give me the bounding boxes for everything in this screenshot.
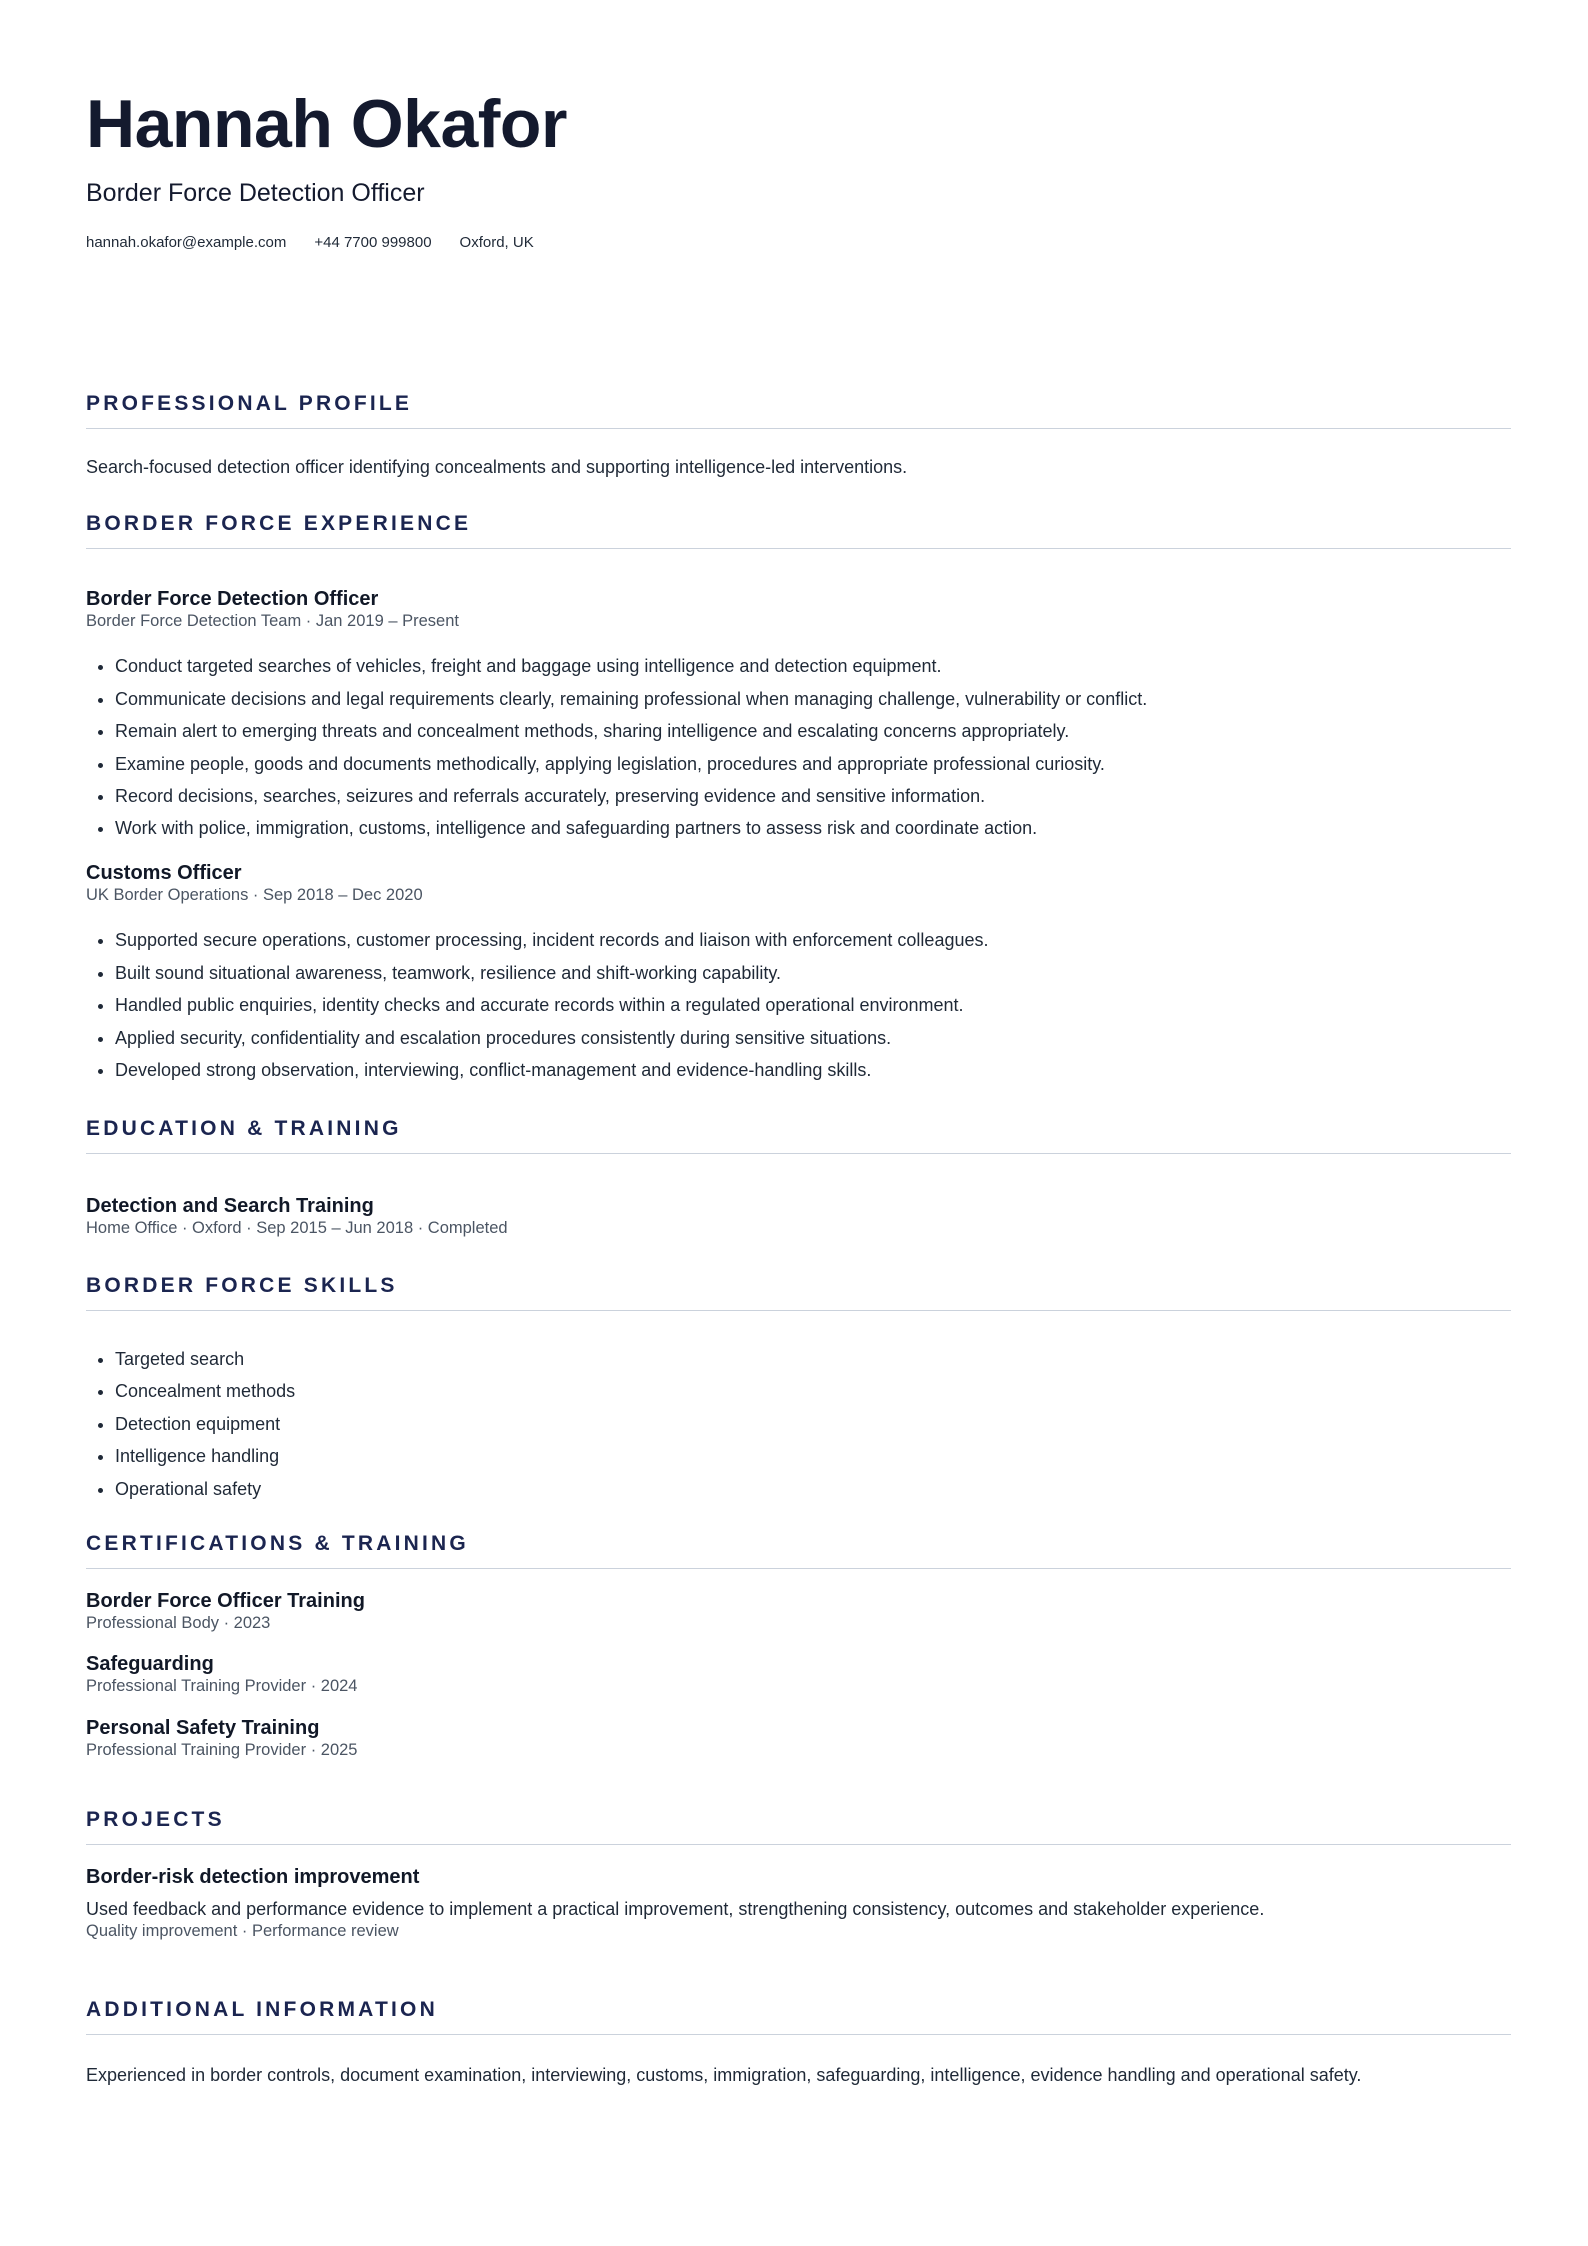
- profile-summary: Search-focused detection officer identifying concealments and supporting intelligence-led interventions.: [86, 457, 908, 477]
- project-name: Border-risk detection improvement: [86, 1866, 420, 1888]
- certification-name: Personal Safety Training: [86, 1716, 320, 1739]
- section-title: PROFESSIONAL PROFILE: [86, 392, 1511, 429]
- job-meta: UK Border Operations · Sep 2018 – Dec 2020: [86, 885, 423, 904]
- job-role: Border Force Detection Officer: [86, 588, 379, 610]
- job-entry: [86, 861, 1511, 1086]
- certification-entry: [86, 1716, 1511, 1761]
- list-item: • Supported secure operations, customer processing, incident records and liaison with enforcement colleagues.: [115, 924, 1511, 956]
- certification-meta: Professional Training Provider · 2024: [86, 1677, 358, 1696]
- section-title: BORDER FORCE EXPERIENCE: [86, 512, 1511, 549]
- section-title: EDUCATION & TRAINING: [86, 1117, 1511, 1154]
- additional-text: Experienced in border controls, document examination, interviewing, customs, immigration, safeguarding, intelligence, evidence handling and operational safety.: [86, 2065, 1362, 2085]
- section-title: BORDER FORCE SKILLS: [86, 1274, 1511, 1311]
- list-item: • Examine people, goods and documents methodically, applying legislation, procedures and appropriate professional curiosity.: [115, 748, 1511, 780]
- education-meta: Home Office · Oxford · Sep 2015 – Jun 2018 · Completed: [86, 1219, 508, 1237]
- job-bullets: [86, 650, 1511, 844]
- candidate-headline: Border Force Detection Officer: [86, 179, 425, 208]
- job-role: Customs Officer: [86, 861, 242, 884]
- certification-name: Border Force Officer Training: [86, 1590, 365, 1612]
- list-item: • Record decisions, searches, seizures and referrals accurately, preserving evidence and sensitive information.: [115, 780, 1511, 812]
- list-item: • Concealment methods: [115, 1375, 1511, 1407]
- section-skills: [86, 1274, 1511, 1505]
- certification-name: Safeguarding: [86, 1653, 214, 1676]
- certification-entry: [86, 1589, 1511, 1634]
- education-entry: [86, 1194, 1511, 1239]
- contact-email[interactable]: hannah.okafor@example.com: [86, 234, 287, 252]
- contact-phone[interactable]: +44 7700 999800: [314, 234, 432, 252]
- section-certifications: [86, 1532, 1511, 1761]
- contact-row: [86, 234, 1511, 251]
- skills-list: [86, 1343, 1511, 1505]
- project-tags: Quality improvement · Performance review: [86, 1922, 399, 1941]
- section-title: PROJECTS: [86, 1808, 1511, 1845]
- list-item: • Conduct targeted searches of vehicles, freight and baggage using intelligence and detection equipment.: [115, 650, 1511, 682]
- list-item: • Built sound situational awareness, teamwork, resilience and shift-working capability.: [115, 957, 1511, 989]
- list-item: • Work with police, immigration, customs, intelligence and safeguarding partners to assess risk and coordinate action.: [115, 812, 1511, 844]
- education-name: Detection and Search Training: [86, 1195, 374, 1217]
- certification-entry: [86, 1652, 1511, 1697]
- certification-meta: Professional Training Provider · 2025: [86, 1740, 358, 1759]
- job-meta: Border Force Detection Team · Jan 2019 – Present: [86, 612, 459, 630]
- contact-location: Oxford, UK: [459, 234, 534, 252]
- candidate-name: Hannah Okafor: [86, 86, 567, 162]
- list-item: • Targeted search: [115, 1343, 1511, 1375]
- list-item: • Developed strong observation, interviewing, conflict-management and evidence-handling skills.: [115, 1054, 1511, 1086]
- job-bullets: [86, 924, 1511, 1086]
- project-description: Used feedback and performance evidence to implement a practical improvement, strengthening consistency, outcomes and stakeholder experience.: [86, 1899, 1265, 1919]
- section-education: [86, 1117, 1511, 1239]
- section-title: CERTIFICATIONS & TRAINING: [86, 1532, 1511, 1569]
- list-item: • Remain alert to emerging threats and concealment methods, sharing intelligence and escalating concerns appropriately.: [115, 715, 1511, 747]
- list-item: • Intelligence handling: [115, 1440, 1511, 1472]
- section-title: ADDITIONAL INFORMATION: [86, 1998, 1511, 2035]
- list-item: • Applied security, confidentiality and escalation procedures consistently during sensitive situations.: [115, 1022, 1511, 1054]
- job-entry: [86, 587, 1511, 845]
- list-item: • Operational safety: [115, 1473, 1511, 1505]
- section-experience: [86, 512, 1511, 1086]
- section-additional: [86, 1998, 1511, 2087]
- section-projects: [86, 1808, 1511, 1943]
- resume-page: [0, 0, 1511, 251]
- list-item: • Detection equipment: [115, 1408, 1511, 1440]
- certification-meta: Professional Body · 2023: [86, 1614, 271, 1632]
- section-profile: [86, 392, 1511, 479]
- list-item: • Handled public enquiries, identity checks and accurate records within a regulated operational environment.: [115, 989, 1511, 1021]
- project-entry: [86, 1865, 1511, 1943]
- list-item: • Communicate decisions and legal requirements clearly, remaining professional when managing challenge, vulnerability or conflict.: [115, 683, 1511, 715]
